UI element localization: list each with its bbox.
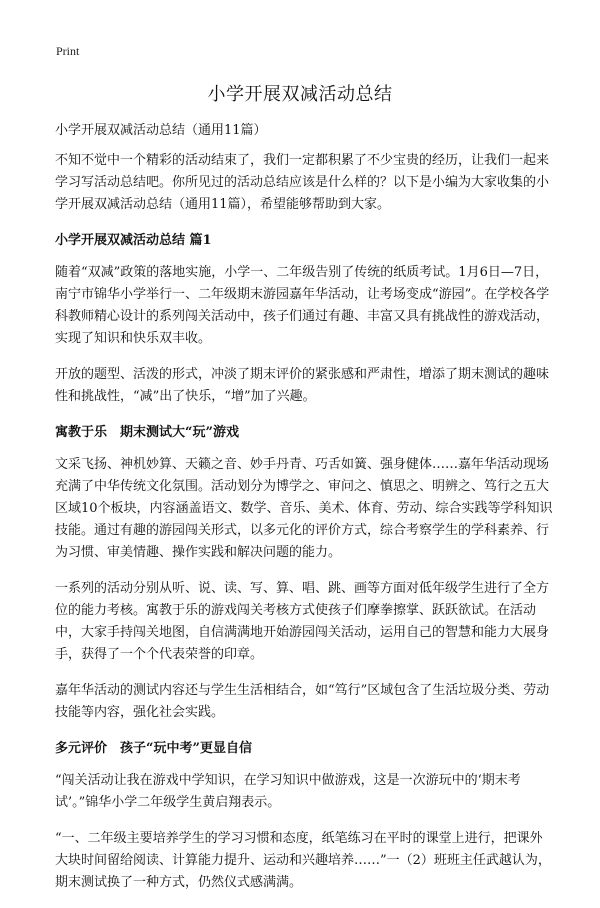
article-subtitle: 小学开展双减活动总结（通用11篇） [55, 123, 267, 138]
section-heading-2: 寓教于乐 期末测试大“玩”游戏 [55, 425, 239, 440]
paragraph-4: 一系列的活动分别从听、说、读、写、算、唱、跳、画等方面对低年级学生进行了全方位的能力考核。寓教于乐的游戏闯关考核方式使孩子们摩拳擦掌、跃跃欲试。在活动中，大家手持闯关地图，自信满满地开始游园闯关活动，运用自己的智慧和能力大展身手，获得了一个个代表荣誉的印章。 [55, 581, 550, 662]
paragraph-5: 嘉年华活动的测试内容还与学生生活相结合，如“笃行”区域包含了生活垃圾分类、劳动技能等内容，强化社会实践。 [55, 683, 550, 720]
paragraph-3: 文采飞扬、神机妙算、天籁之音、妙手丹青、巧舌如簧、强身健体……嘉年华活动现场充满了中华传统文化氛围。活动划分为博学之、审问之、慎思之、明辨之、笃行之五大区域10个板块，内容涵盖语文、数学、音乐、美术、体育、劳动、综合实践等学科知识技能。通过有趣的游园闯关形式，以多元化的评价方式，综合考察学生的学科素养、行为习惯、审美情趣、操作实践和解决问题的能力。 [55, 457, 553, 560]
paragraph-2: 开放的题型、活泼的形式，冲淡了期末评价的紧张感和严肃性，增添了期末测试的趣味性和挑战性，“减”出了快乐，“增”加了兴趣。 [55, 367, 550, 404]
paragraph-6: “闯关活动让我在游戏中学知识，在学习知识中做游戏，这是一次游玩中的‘期末考试’。”锦华小学二年级学生黄启翔表示。 [55, 773, 521, 810]
page-title: 小学开展双减活动总结 [207, 84, 393, 105]
section-heading-1: 小学开展双减活动总结 篇1 [55, 233, 212, 248]
article-body [55, 120, 553, 908]
paragraph-7: “一、二年级主要培养学生的学习习惯和态度，纸笔练习在平时的课堂上进行，把课外大块时间留给阅读、计算能力提升、运动和兴趣培养……”一（2）班班主任武越认为，期末测试换了一种方式，仍然仪式感满满。 [55, 831, 551, 890]
section-heading-3: 多元评价 孩子“玩中考”更显自信 [55, 741, 252, 756]
print-link[interactable]: Print [56, 44, 80, 58]
paragraph-1: 随着“双减”政策的落地实施，小学一、二年级告别了传统的纸质考试。1月6日—7日，南宁市锦华小学举行一、二年级期末游园嘉年华活动，让考场变成“游园”。在学校各学科教师精心设计的系列闯关活动中，孩子们通过有趣、丰富又具有挑战性的游戏活动，实现了知识和快乐双丰收。 [55, 265, 550, 346]
intro-paragraph: 不知不觉中一个精彩的活动结束了，我们一定都积累了不少宝贵的经历，让我们一起来学习写活动总结吧。你所见过的活动总结应该是什么样的？以下是小编为大家收集的小学开展双减活动总结（通用11篇），希望能够帮助到大家。 [55, 153, 550, 212]
